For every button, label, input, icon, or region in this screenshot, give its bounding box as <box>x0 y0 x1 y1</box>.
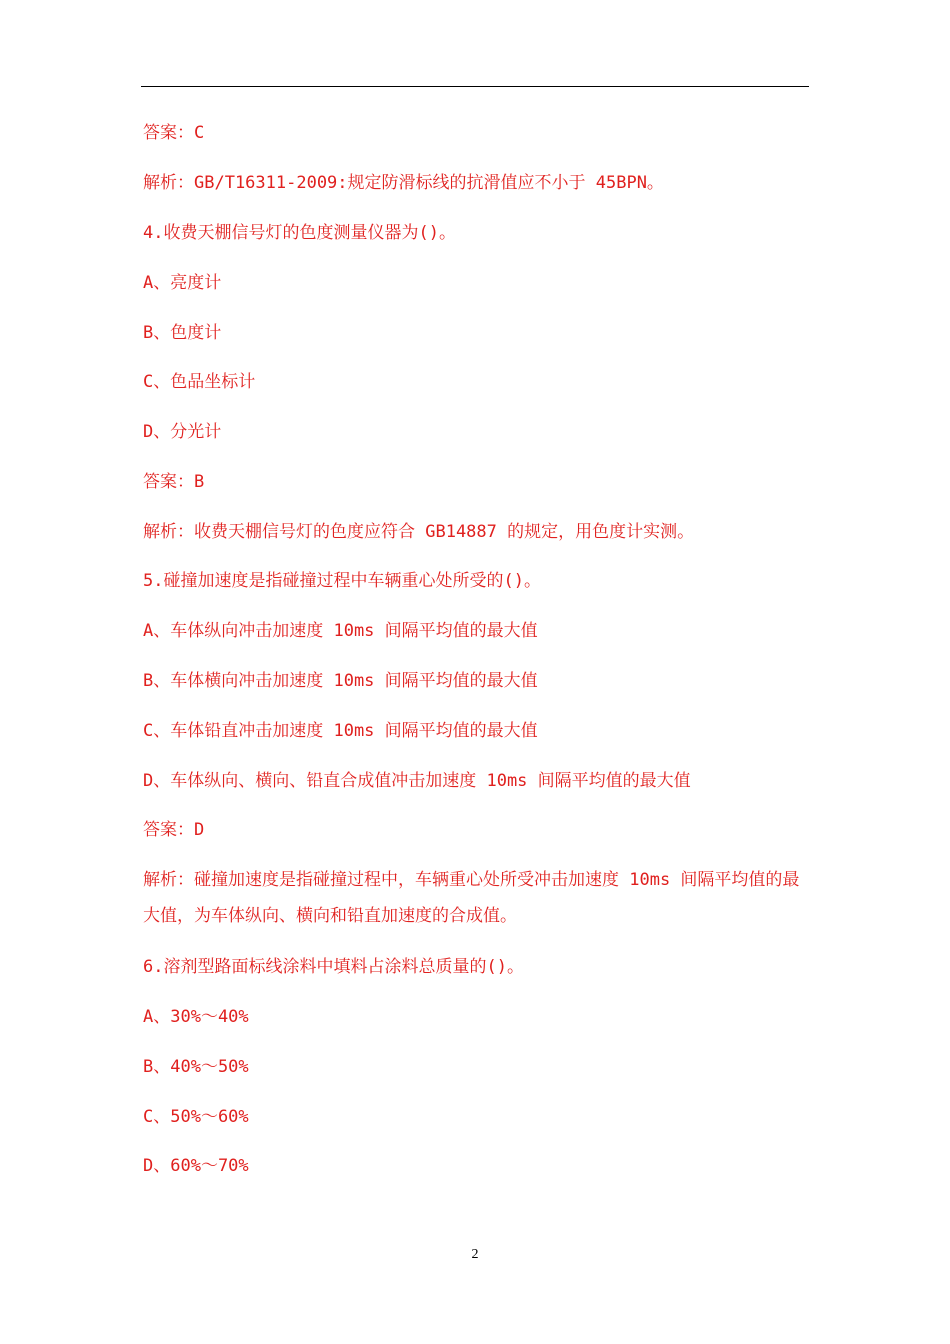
option-5d: D、车体纵向、横向、铅直合成值冲击加速度 10ms 间隔平均值的最大值 <box>143 771 691 791</box>
option-6b: B、40%～50% <box>143 1057 249 1077</box>
question-5: 5.碰撞加速度是指碰撞过程中车辆重心处所受的()。 <box>143 571 541 591</box>
analysis-q3: 解析：GB/T16311-2009:规定防滑标线的抗滑值应不小于 45BPN。 <box>143 173 664 193</box>
analysis-q5: 解析：碰撞加速度是指碰撞过程中，车辆重心处所受冲击加速度 10ms 间隔平均值的最大值，为车体纵向、横向和铅直加速度的合成值。 <box>143 870 800 926</box>
option-4b: B、色度计 <box>143 323 222 343</box>
question-4: 4.收费天棚信号灯的色度测量仪器为()。 <box>143 223 456 243</box>
page-number: 2 <box>471 1247 479 1262</box>
option-4c: C、色品坐标计 <box>143 372 256 392</box>
question-6: 6.溶剂型路面标线涂料中填料占涂料总质量的()。 <box>143 957 524 977</box>
option-6a: A、30%～40% <box>143 1007 249 1027</box>
answer-q5: 答案：D <box>143 820 205 840</box>
header-rule <box>141 86 809 87</box>
answer-q4: 答案：B <box>143 472 205 492</box>
answer-q3: 答案：C <box>143 123 205 143</box>
option-6c: C、50%～60% <box>143 1107 249 1127</box>
option-4a: A、亮度计 <box>143 273 222 293</box>
option-6d: D、60%～70% <box>143 1156 249 1176</box>
option-4d: D、分光计 <box>143 422 222 442</box>
option-5a: A、车体纵向冲击加速度 10ms 间隔平均值的最大值 <box>143 621 538 641</box>
option-5c: C、车体铅直冲击加速度 10ms 间隔平均值的最大值 <box>143 721 538 741</box>
analysis-q4: 解析：收费天棚信号灯的色度应符合 GB14887 的规定，用色度计实测。 <box>143 522 695 542</box>
option-5b: B、车体横向冲击加速度 10ms 间隔平均值的最大值 <box>143 671 538 691</box>
